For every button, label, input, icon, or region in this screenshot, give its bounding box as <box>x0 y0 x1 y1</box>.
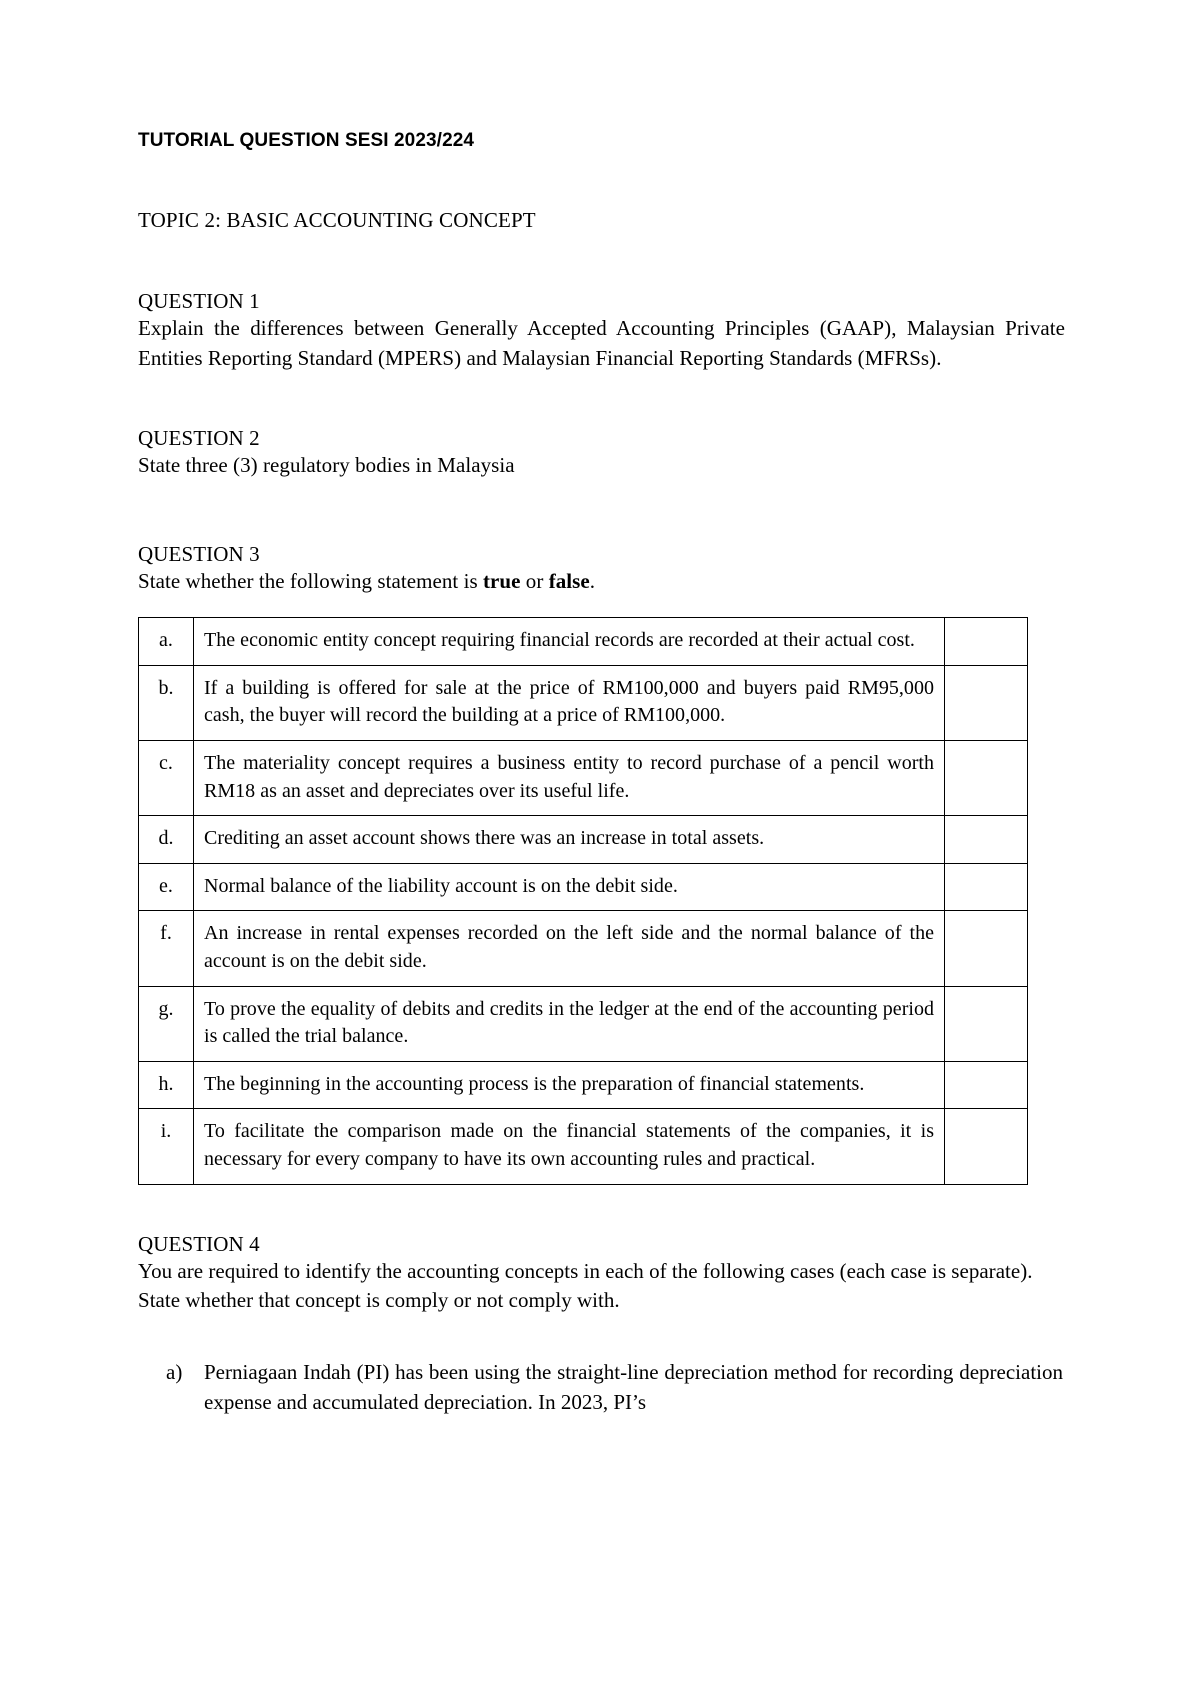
row-letter: f. <box>139 911 194 986</box>
question-4-body: You are required to identify the accounting concepts in each of the following cases (each case is separate). State whether that concept is comply or not comply with. <box>138 1258 1033 1313</box>
row-statement: The materiality concept requires a business entity to record purchase of a pencil worth RM18 as an asset and depreciates over its useful life. <box>194 741 945 816</box>
row-answer-cell[interactable] <box>945 618 1028 666</box>
list-item-text: Perniagaan Indah (PI) has been using the straight-line depreciation method for recording depreciation expense and accumulated depreciation. In 2023, PI’s <box>204 1360 1063 1414</box>
row-answer-cell[interactable] <box>945 665 1028 740</box>
row-statement: Normal balance of the liability account is on the debit side. <box>194 863 945 911</box>
row-letter: g. <box>139 986 194 1061</box>
row-letter: e. <box>139 863 194 911</box>
row-statement: To prove the equality of debits and credits in the ledger at the end of the accounting period is called the trial balance. <box>194 986 945 1061</box>
row-answer-cell[interactable] <box>945 863 1028 911</box>
row-letter: a. <box>139 618 194 666</box>
topic-heading: TOPIC 2: BASIC ACCOUNTING CONCEPT <box>138 208 536 232</box>
row-letter: c. <box>139 741 194 816</box>
question-2-body: State three (3) regulatory bodies in Malaysia <box>138 452 515 477</box>
question-3-intro-true: true <box>482 569 521 594</box>
question-3-intro-prefix: State whether the following statement is <box>138 569 483 594</box>
row-answer-cell[interactable] <box>945 1109 1028 1184</box>
row-statement: To facilitate the comparison made on the financial statements of the companies, it is necessary for every company to have its own accounting rules and practical. <box>194 1109 945 1184</box>
question-3-intro-false: false <box>548 569 590 594</box>
true-false-table <box>138 617 1028 1184</box>
question-1-block <box>138 289 1065 374</box>
table-row <box>139 1109 1028 1184</box>
row-statement: Crediting an asset account shows there was an increase in total assets. <box>194 816 945 864</box>
question-4-heading: QUESTION 4 <box>138 1231 260 1256</box>
row-answer-cell[interactable] <box>945 816 1028 864</box>
question-3-intro <box>138 567 1065 597</box>
row-letter: b. <box>139 665 194 740</box>
row-statement: The economic entity concept requiring financial records are recorded at their actual cost. <box>194 618 945 666</box>
question-3-block <box>138 542 1065 597</box>
row-letter: h. <box>139 1061 194 1109</box>
question-1-heading: QUESTION 1 <box>138 289 260 313</box>
row-answer-cell[interactable] <box>945 1061 1028 1109</box>
table-row <box>139 911 1028 986</box>
list-item <box>138 1358 1065 1418</box>
true-false-table-body <box>139 618 1028 1184</box>
question-1-body: Explain the differences between Generally Accepted Accounting Principles (GAAP), Malaysian Private Entities Reporting Standard (MPERS) and Malaysian Financial Reporting Standards (MFRSs). <box>138 316 1065 370</box>
question-3-heading: QUESTION 3 <box>138 542 260 567</box>
table-row <box>139 816 1028 864</box>
row-letter: d. <box>139 816 194 864</box>
row-answer-cell[interactable] <box>945 911 1028 986</box>
question-2-block <box>138 426 1065 481</box>
row-statement: An increase in rental expenses recorded on the left side and the normal balance of the account is on the debit side. <box>194 911 945 986</box>
document-title: TUTORIAL QUESTION SESI 2023/224 <box>138 130 475 151</box>
question-2-heading: QUESTION 2 <box>138 425 260 450</box>
row-statement: The beginning in the accounting process is the preparation of financial statements. <box>194 1061 945 1109</box>
question-4-block <box>138 1232 1065 1418</box>
table-row <box>139 863 1028 911</box>
row-letter: i. <box>139 1109 194 1184</box>
row-answer-cell[interactable] <box>945 741 1028 816</box>
table-row <box>139 618 1028 666</box>
table-row <box>139 1061 1028 1109</box>
question-3-intro-suffix: . <box>589 569 596 594</box>
table-row <box>139 986 1028 1061</box>
row-answer-cell[interactable] <box>945 986 1028 1061</box>
table-row <box>139 741 1028 816</box>
question-3-intro-mid: or <box>520 569 549 594</box>
list-item-marker: a) <box>166 1360 183 1385</box>
row-statement: If a building is offered for sale at the price of RM100,000 and buyers paid RM95,000 cash, the buyer will record the building at a price of RM100,000. <box>194 665 945 740</box>
table-row <box>139 665 1028 740</box>
